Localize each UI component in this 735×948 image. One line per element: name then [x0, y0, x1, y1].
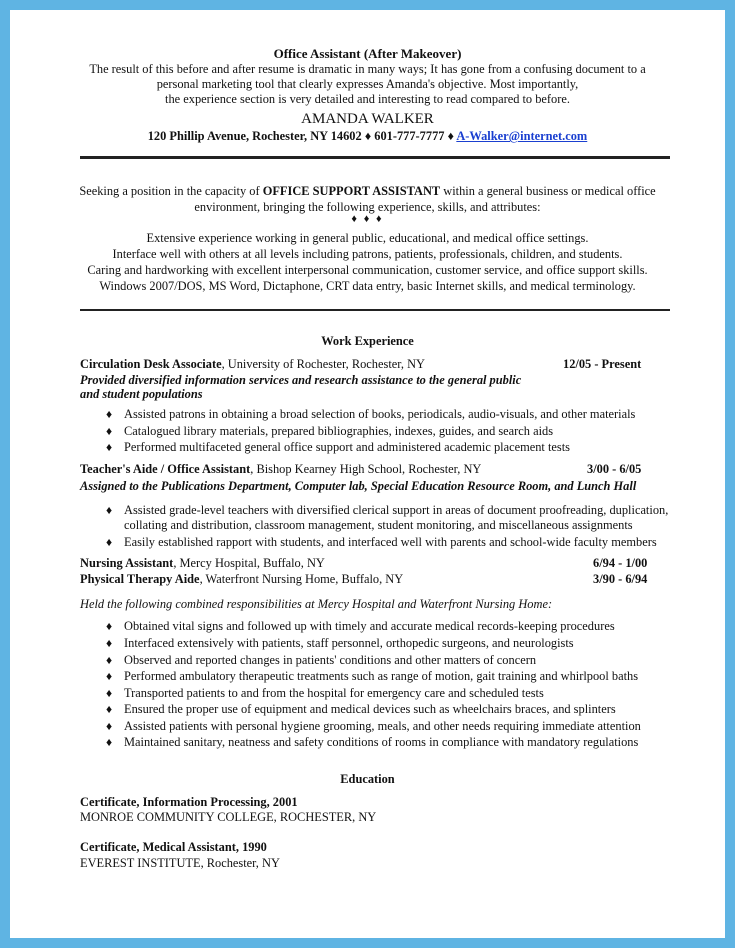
job-title: Physical Therapy Aide: [80, 572, 200, 586]
combined-intro: Held the following combined responsibilities at Mercy Hospital and Waterfront Nursing Home:: [80, 597, 553, 611]
bullet-diamond: ♦: [106, 424, 113, 438]
work-experience-heading: Work Experience: [321, 334, 414, 348]
bullet-diamond: ♦: [106, 503, 113, 517]
bullet-diamond: ♦: [106, 653, 113, 667]
address: 120 Phillip Avenue, Rochester, NY 14602: [147, 129, 362, 143]
phone: 601-777-7777: [374, 129, 445, 143]
job-dates: 12/05 - Present: [563, 357, 642, 371]
job-bullet: Interfaced extensively with patients, staff personnel, orthopedic surgeons, and neurologists: [124, 636, 574, 650]
summary-line: Seeking a position in the capacity of OFFICE SUPPORT ASSISTANT within a general business or medical office: [79, 184, 656, 198]
education-heading: Education: [340, 772, 395, 786]
job-dates: 3/90 - 6/94: [593, 572, 648, 586]
diamond-divider: ♦ ♦ ♦: [351, 213, 384, 225]
job-title: Teacher's Aide / Office Assistant: [80, 462, 251, 476]
makeover-title: Office Assistant (After Makeover): [273, 46, 462, 61]
job-dates: 3/00 - 6/05: [587, 462, 642, 476]
institution: EVEREST INSTITUTE, Rochester, NY: [80, 856, 280, 870]
intro-line: personal marketing tool that clearly expresses Amanda's objective. Most importantly,: [156, 77, 579, 91]
bullet-diamond: ♦: [106, 535, 113, 549]
separator-diamond: ♦: [447, 129, 454, 143]
summary-item: Interface well with others at all levels including patrons, patients, professionals, children, and students.: [112, 247, 623, 261]
job-bullet: Assisted patrons in obtaining a broad selection of books, periodicals, audio-visuals, and other materials: [124, 407, 636, 421]
bullet-diamond: ♦: [106, 735, 113, 749]
job-bullet: Observed and reported changes in patients' conditions and other matters of concern: [124, 653, 537, 667]
job-org: , Bishop Kearney High School, Rochester, NY: [250, 462, 482, 476]
summary-item: Windows 2007/DOS, MS Word, Dictaphone, CRT data entry, basic Internet skills, and medical terminology.: [99, 279, 636, 293]
bullet-diamond: ♦: [106, 702, 113, 716]
job-description: Assigned to the Publications Department, Computer lab, Special Education Resource Room, and Lunch Hall: [80, 479, 637, 493]
job-org: , Waterfront Nursing Home, Buffalo, NY: [199, 572, 404, 586]
job-heading: [80, 572, 403, 587]
job-org: , University of Rochester, Rochester, NY: [221, 357, 425, 371]
separator-diamond: ♦: [364, 129, 372, 143]
institution: MONROE COMMUNITY COLLEGE, ROCHESTER, NY: [80, 810, 377, 824]
bullet-diamond: ♦: [106, 719, 113, 733]
certificate: Certificate, Information Processing, 2001: [80, 795, 298, 809]
job-bullet: Maintained sanitary, neatness and safety conditions of rooms in compliance with mandatory regulations: [124, 735, 639, 749]
job-heading: [80, 462, 481, 477]
job-bullet: Performed ambulatory therapeutic treatments such as range of motion, gait training and whirlpool baths: [124, 669, 639, 683]
job-bullet: Easily established rapport with students, and interfaced well with parents and school-wide faculty members: [124, 535, 657, 549]
bullet-diamond: ♦: [106, 636, 113, 650]
job-description: and student populations: [80, 387, 203, 401]
summary-line: environment, bringing the following experience, skills, and attributes:: [194, 200, 541, 214]
bullet-diamond: ♦: [106, 440, 113, 454]
bullet-diamond: ♦: [106, 686, 113, 700]
job-bullet: Transported patients to and from the hospital for emergency care and scheduled tests: [124, 686, 544, 700]
summary-item: Extensive experience working in general public, educational, and medical office settings.: [146, 231, 589, 245]
job-description: Provided diversified information services and research assistance to the general public: [80, 373, 522, 387]
bullet-diamond: ♦: [106, 407, 113, 421]
bullet-diamond: ♦: [106, 619, 113, 633]
job-bullet: Catalogued library materials, prepared bibliographies, indexes, guides, and search aids: [124, 424, 554, 438]
job-bullet: Assisted grade-level teachers with diversified clerical support in areas of document proofreading, duplication,: [124, 503, 669, 517]
contact-line: [10, 129, 725, 144]
job-bullet: Ensured the proper use of equipment and medical devices such as wheelchairs braces, and splinters: [124, 702, 616, 716]
summary-divider: [80, 309, 670, 311]
job-bullet: Performed multifaceted general office support and administered academic placement tests: [124, 440, 570, 454]
job-dates: 6/94 - 1/00: [593, 556, 648, 570]
summary-item: Caring and hardworking with excellent interpersonal communication, customer service, and office support skills.: [87, 263, 648, 277]
certificate: Certificate, Medical Assistant, 1990: [80, 840, 267, 854]
intro-line: The result of this before and after resume is dramatic in many ways; It has gone from a confusing document to a: [89, 62, 646, 76]
candidate-name: AMANDA WALKER: [301, 111, 434, 127]
email-link[interactable]: A-Walker@internet.com: [456, 129, 588, 143]
job-heading: [80, 357, 425, 372]
job-title: Circulation Desk Associate: [80, 357, 222, 371]
bullet-diamond: ♦: [106, 669, 113, 683]
job-heading: [80, 556, 325, 571]
intro-line: the experience section is very detailed and interesting to read compared to before.: [165, 92, 570, 106]
job-bullet-continued: collating and distribution, classroom management, student monitoring, and miscellaneous assignments: [124, 518, 633, 532]
job-bullet: Obtained vital signs and followed up with timely and accurate medical records-keeping procedures: [124, 619, 615, 633]
target-role: OFFICE SUPPORT ASSISTANT: [262, 184, 441, 198]
resume-page: [10, 10, 725, 938]
job-org: , Mercy Hospital, Buffalo, NY: [173, 556, 325, 570]
job-title: Nursing Assistant: [80, 556, 174, 570]
job-bullet: Assisted patients with personal hygiene grooming, meals, and other needs requiring immediate attention: [124, 719, 641, 733]
header-divider: [80, 156, 670, 159]
